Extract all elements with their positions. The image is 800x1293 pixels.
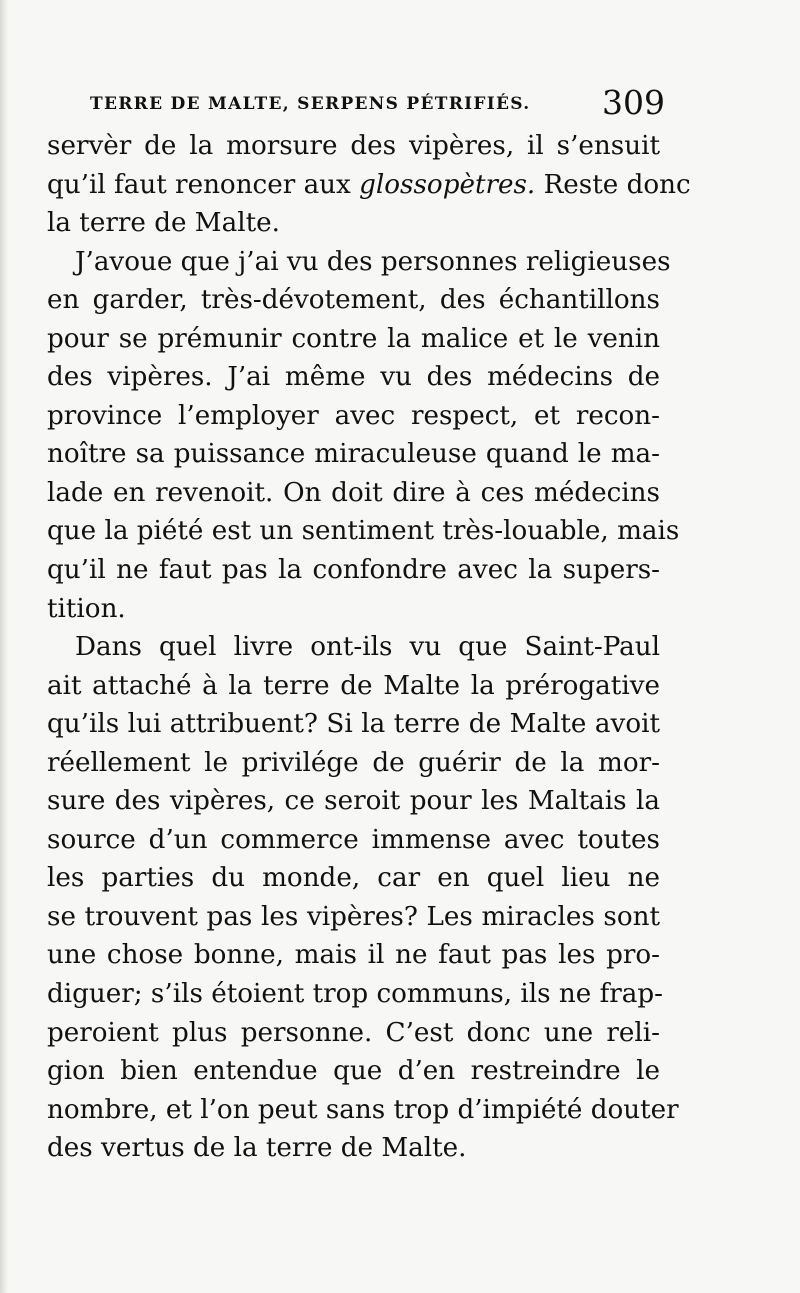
text-line: que la piété est un sentiment très-louable, mais	[47, 516, 680, 547]
text-line: qu’ils lui attribuent? Si la terre de Malte avoit	[47, 709, 660, 740]
text-line: qu’il ne faut pas la confondre avec la supers-	[47, 555, 660, 586]
text-line: J’avoue que j’ai vu des personnes religieuses	[75, 246, 671, 277]
text-fragment: qu’il faut renoncer aux	[47, 169, 360, 200]
text-line: des vertus de la terre de Malte.	[47, 1133, 467, 1164]
text-line: Dans quel livre ont-ils vu que Saint-Paul	[75, 632, 660, 663]
text-line: source d’un commerce immense avec toutes	[47, 824, 660, 855]
text-line: tition.	[47, 593, 126, 624]
text-line: des vipères. J’ai même vu des médecins de	[47, 362, 660, 393]
text-fragment: Reste donc	[535, 169, 691, 200]
text-line: pour se prémunir contre la malice et le venin	[47, 323, 660, 354]
text-line: province l’employer avec respect, et recon-	[47, 400, 660, 431]
text-line: servèr de la morsure des vipères, il s’ensuit	[47, 131, 660, 161]
running-head	[90, 83, 665, 130]
text-line: réellement le privilége de guérir de la mor-	[47, 747, 660, 778]
text-line: ait attaché à la terre de Malte la prérogative	[47, 670, 660, 701]
text-line: lade en revenoit. On doit dire à ces médecins	[47, 477, 660, 508]
text-line: les parties du monde, car en quel lieu ne	[47, 863, 660, 894]
text-line: une chose bonne, mais il ne faut pas les pro-	[47, 940, 660, 971]
page-gutter-shadow	[0, 0, 8, 1293]
text-line	[47, 166, 691, 205]
text-line: la terre de Malte.	[47, 208, 280, 239]
italic-term: glossopètres.	[359, 169, 536, 200]
text-line: peroient plus personne. C’est donc une reli-	[47, 1017, 660, 1048]
text-line: gion bien entendue que d’en restreindre le	[47, 1056, 660, 1087]
text-line: sure des vipères, ce seroit pour les Maltais la	[47, 786, 660, 817]
body-text	[47, 127, 691, 1168]
text-line: se trouvent pas les vipères? Les miracles sont	[47, 901, 660, 932]
text-line: noître sa puissance miraculeuse quand le ma-	[47, 439, 660, 470]
text-line: en garder, très-dévotement, des échantillons	[47, 285, 660, 316]
text-line: diguer; s’ils étoient trop communs, ils ne frap-	[47, 979, 664, 1010]
running-title: TERRE DE MALTE, SERPENS PÉTRIFIÉS.	[90, 94, 531, 114]
text-line: nombre, et l’on peut sans trop d’impiété douter	[47, 1094, 679, 1125]
page-number: 309	[602, 83, 665, 122]
